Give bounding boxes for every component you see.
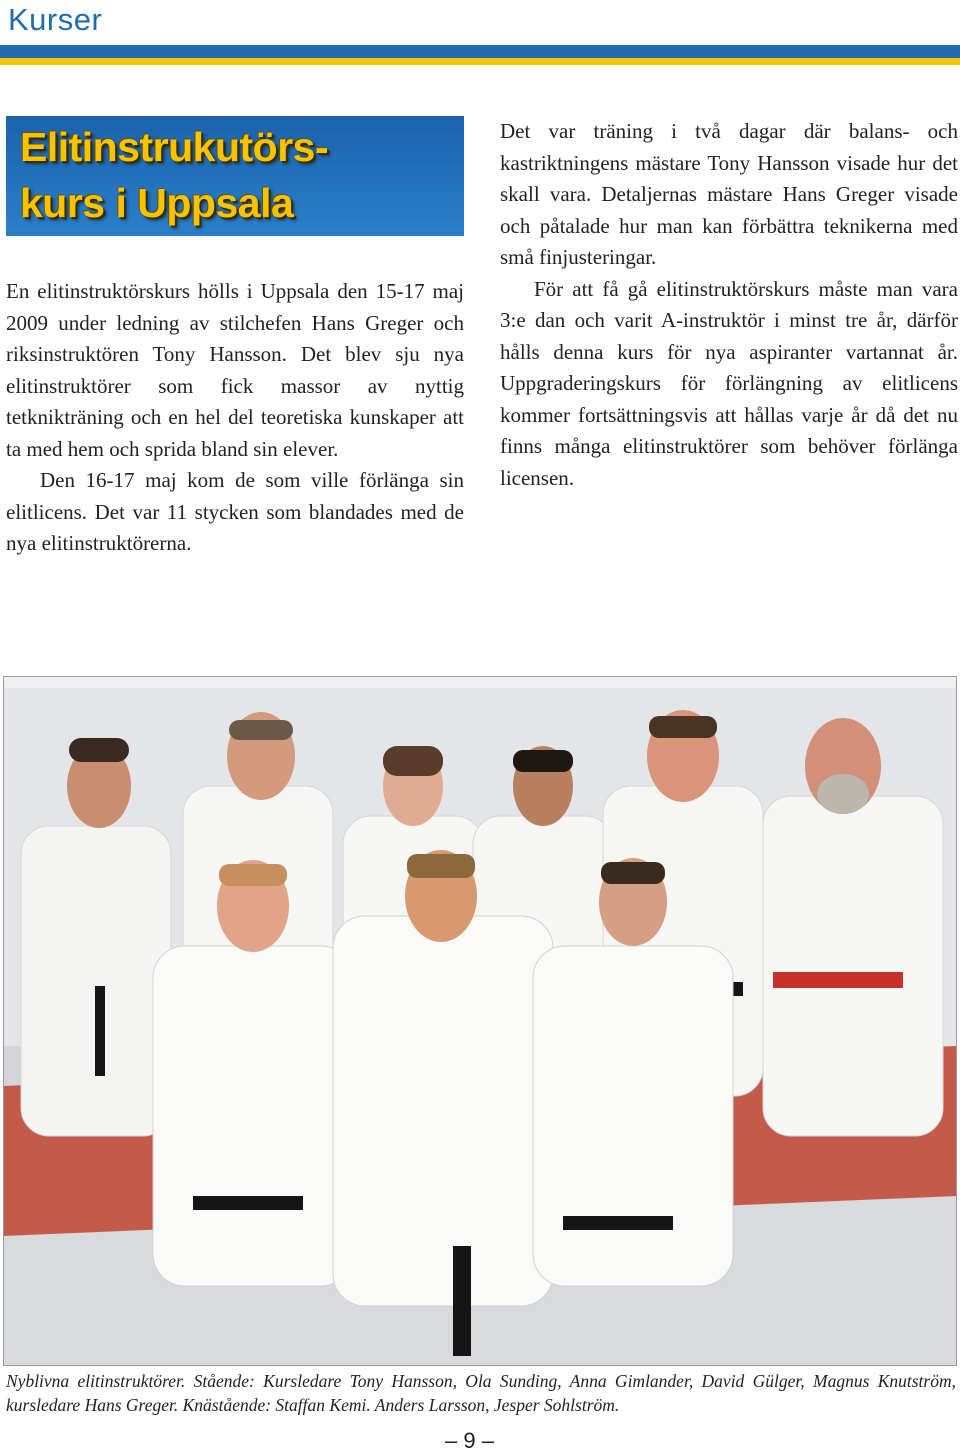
photo-caption: Nyblivna elitinstruktörer. Stående: Kursledare Tony Hansson, Ola Sunding, Anna Gimlander, David Gülger, Magnus Knutström, kursledare Hans Greger. Knästående: Staffan Kemi. Anders Larsson, Jesper Sohlström. — [6, 1371, 956, 1415]
left-paragraph-1: En elitinstruktörskurs hölls i Uppsala den 15-17 maj 2009 under ledning av stilchefen Hans Greger och riksinstruktören Tony Hansson. Det blev sju nya elitinstruktörer som fick massor av nyttig tetknikträning och en hel del teoretiska kunskaper att ta med hem och sprida bland sin elever. — [6, 279, 464, 461]
section-header: Kurser — [8, 2, 103, 37]
right-paragraph-2: För att få gå elitinstruktörskurs måste man vara 3:e dan och varit A-instruktör i minst tre år, därför hålls denna kurs för nya aspiranter vartannat år. Uppgraderingskurs för förlängning av elitlicens kommer fortsättningsvis att hållas varje år då det nu finns många elitinstruktörer som behöver förlänga licensen. — [500, 276, 958, 490]
group-photo-illustration — [3, 676, 957, 1366]
left-paragraph-2: Den 16-17 maj kom de som ville förlänga sin elitlicens. Det var 11 stycken som blandades med de nya elitinstruktörerna. — [6, 468, 464, 555]
group-photo — [3, 676, 957, 1366]
kneeling-person-2 — [333, 850, 553, 1356]
article-column-right — [500, 116, 958, 494]
article-title-line1: Elitinstrukutörs- — [20, 124, 329, 170]
right-paragraph-1: Det var träning i två dagar där balans- och kastriktningens mästare Tony Hansson visade hur det skall vara. Detaljernas mästare Hans Greger visade och påtalade hur man kan förbättra teknikerna med små finjusteringar. — [500, 119, 958, 269]
header-rule-blue — [0, 45, 960, 58]
header-rule-yellow — [0, 58, 960, 65]
article-title-line2: kurs i Uppsala — [20, 180, 294, 226]
page-number: – 9 – — [445, 1428, 494, 1453]
article-column-left — [6, 276, 464, 560]
